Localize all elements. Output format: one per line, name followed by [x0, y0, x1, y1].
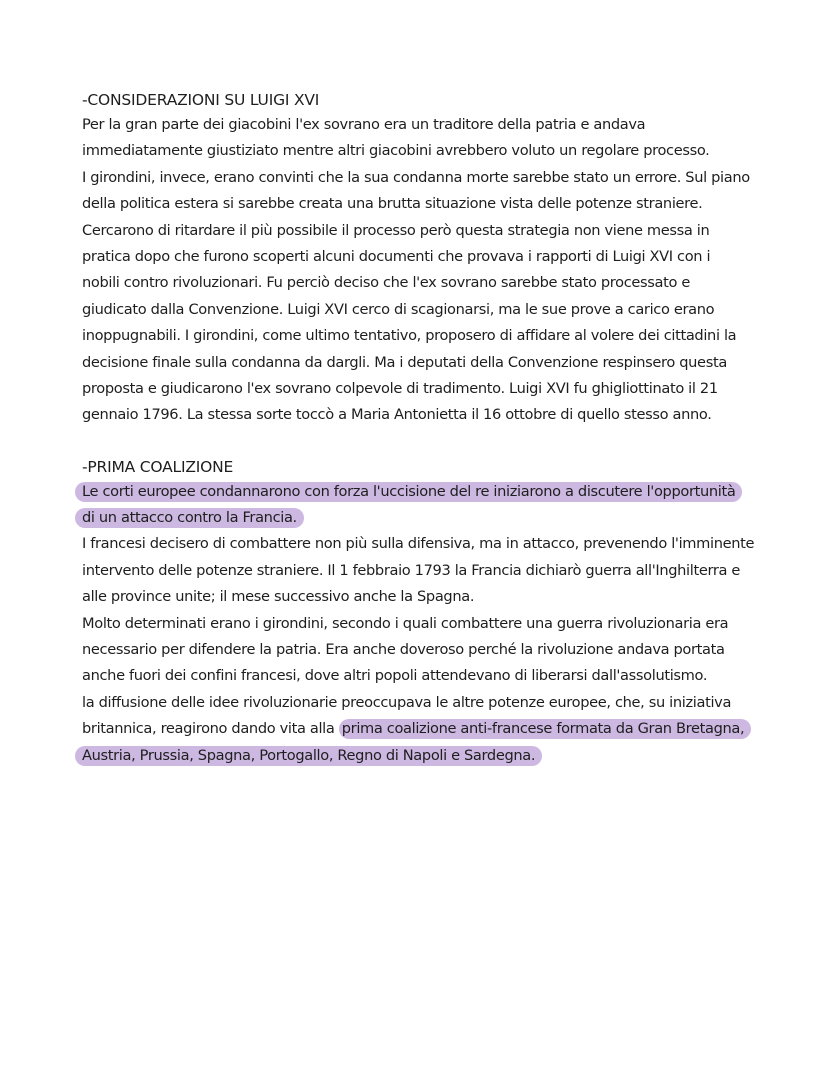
paragraph-line: gennaio 1796. La stessa sorte toccò a Maria Antonietta il 16 ottobre di quello stesso anno.: [82, 406, 712, 424]
paragraph-line: Molto determinati erano i girondini, secondo i quali combattere una guerra rivoluzionaria era: [82, 614, 729, 632]
paragraph-line: Per la gran parte dei giacobini l'ex sovrano era un traditore della patria e andava: [82, 116, 646, 133]
paragraph-line: decisione finale sulla condanna da dargli. Ma i deputati della Convenzione respinsero questa: [82, 353, 727, 371]
paragraph-line: giudicato dalla Convenzione. Luigi XVI cerco di scagionarsi, ma le sue prove a carico erano: [82, 300, 715, 318]
paragraph-line: pratica dopo che furono scoperti alcuni documenti che provava i rapporti di Luigi XVI con i: [82, 247, 711, 265]
section-prima-coalizione: [82, 455, 762, 769]
section-considerazioni: [82, 88, 762, 429]
paragraph-line: proposta e giudicarono l'ex sovrano colpevole di tradimento. Luigi XVI fu ghigliottinato il 21: [82, 379, 718, 397]
paragraph-line: nobili contro rivoluzionari. Fu perciò deciso che l'ex sovrano sarebbe stato processato e: [82, 274, 690, 292]
paragraph-line: necessario per difendere la patria. Era anche doveroso perché la rivoluzione andava portata: [82, 641, 725, 659]
paragraph-line: I francesi decisero di combattere non più sulla difensiva, ma in attacco, prevenendo l'imminente: [82, 535, 755, 553]
highlighted-line: [82, 479, 762, 505]
highlight-mark: Austria, Prussia, Spagna, Portogallo, Regno di Napoli e Sardegna.: [75, 746, 542, 766]
document-page: [82, 88, 762, 769]
paragraph-line: inoppugnabili. I girondini, come ultimo tentativo, proposero di affidare al volere dei cittadini la: [82, 327, 737, 345]
paragraph-line: intervento delle potenze straniere. Il 1 febbraio 1793 la Francia dichiarò guerra all'Inghilterra e: [82, 561, 741, 579]
highlight-mark: prima coalizione anti-francese formata da Gran Bretagna,: [339, 719, 752, 739]
paragraph-line: Cercarono di ritardare il più possibile il processo però questa strategia non viene messa in: [82, 221, 710, 239]
plain-text: britannica, reagirono dando vita alla: [82, 720, 339, 738]
highlighted-line: [82, 505, 762, 531]
paragraph-line: [82, 716, 762, 742]
highlight-mark: Le corti europee condannarono con forza l'uccisione del re iniziarono a discutere l'opportunità: [75, 482, 742, 502]
highlighted-line: [82, 743, 762, 769]
paragraph-line: della politica estera si sarebbe creata una brutta situazione vista delle potenze straniere.: [82, 195, 703, 213]
paragraph-line: alle province unite; il mese successivo anche la Spagna.: [82, 588, 475, 606]
paragraph-line: immediatamente giustiziato mentre altri giacobini avrebbero voluto un regolare processo.: [82, 142, 710, 160]
paragraph-line: I girondini, invece, erano convinti che la sua condanna morte sarebbe stato un errore. Sul piano: [82, 168, 750, 186]
section-heading-considerazioni: -CONSIDERAZIONI SU LUIGI XVI: [82, 91, 320, 109]
paragraph-line: anche fuori dei confini francesi, dove altri popoli attendevano di liberarsi dall'assolutismo.: [82, 667, 708, 685]
paragraph-line: la diffusione delle idee rivoluzionarie preoccupava le altre potenze europee, che, su iniziativa: [82, 693, 732, 711]
section-heading-prima-coalizione: -PRIMA COALIZIONE: [82, 457, 234, 476]
highlight-mark: di un attacco contro la Francia.: [75, 508, 304, 528]
